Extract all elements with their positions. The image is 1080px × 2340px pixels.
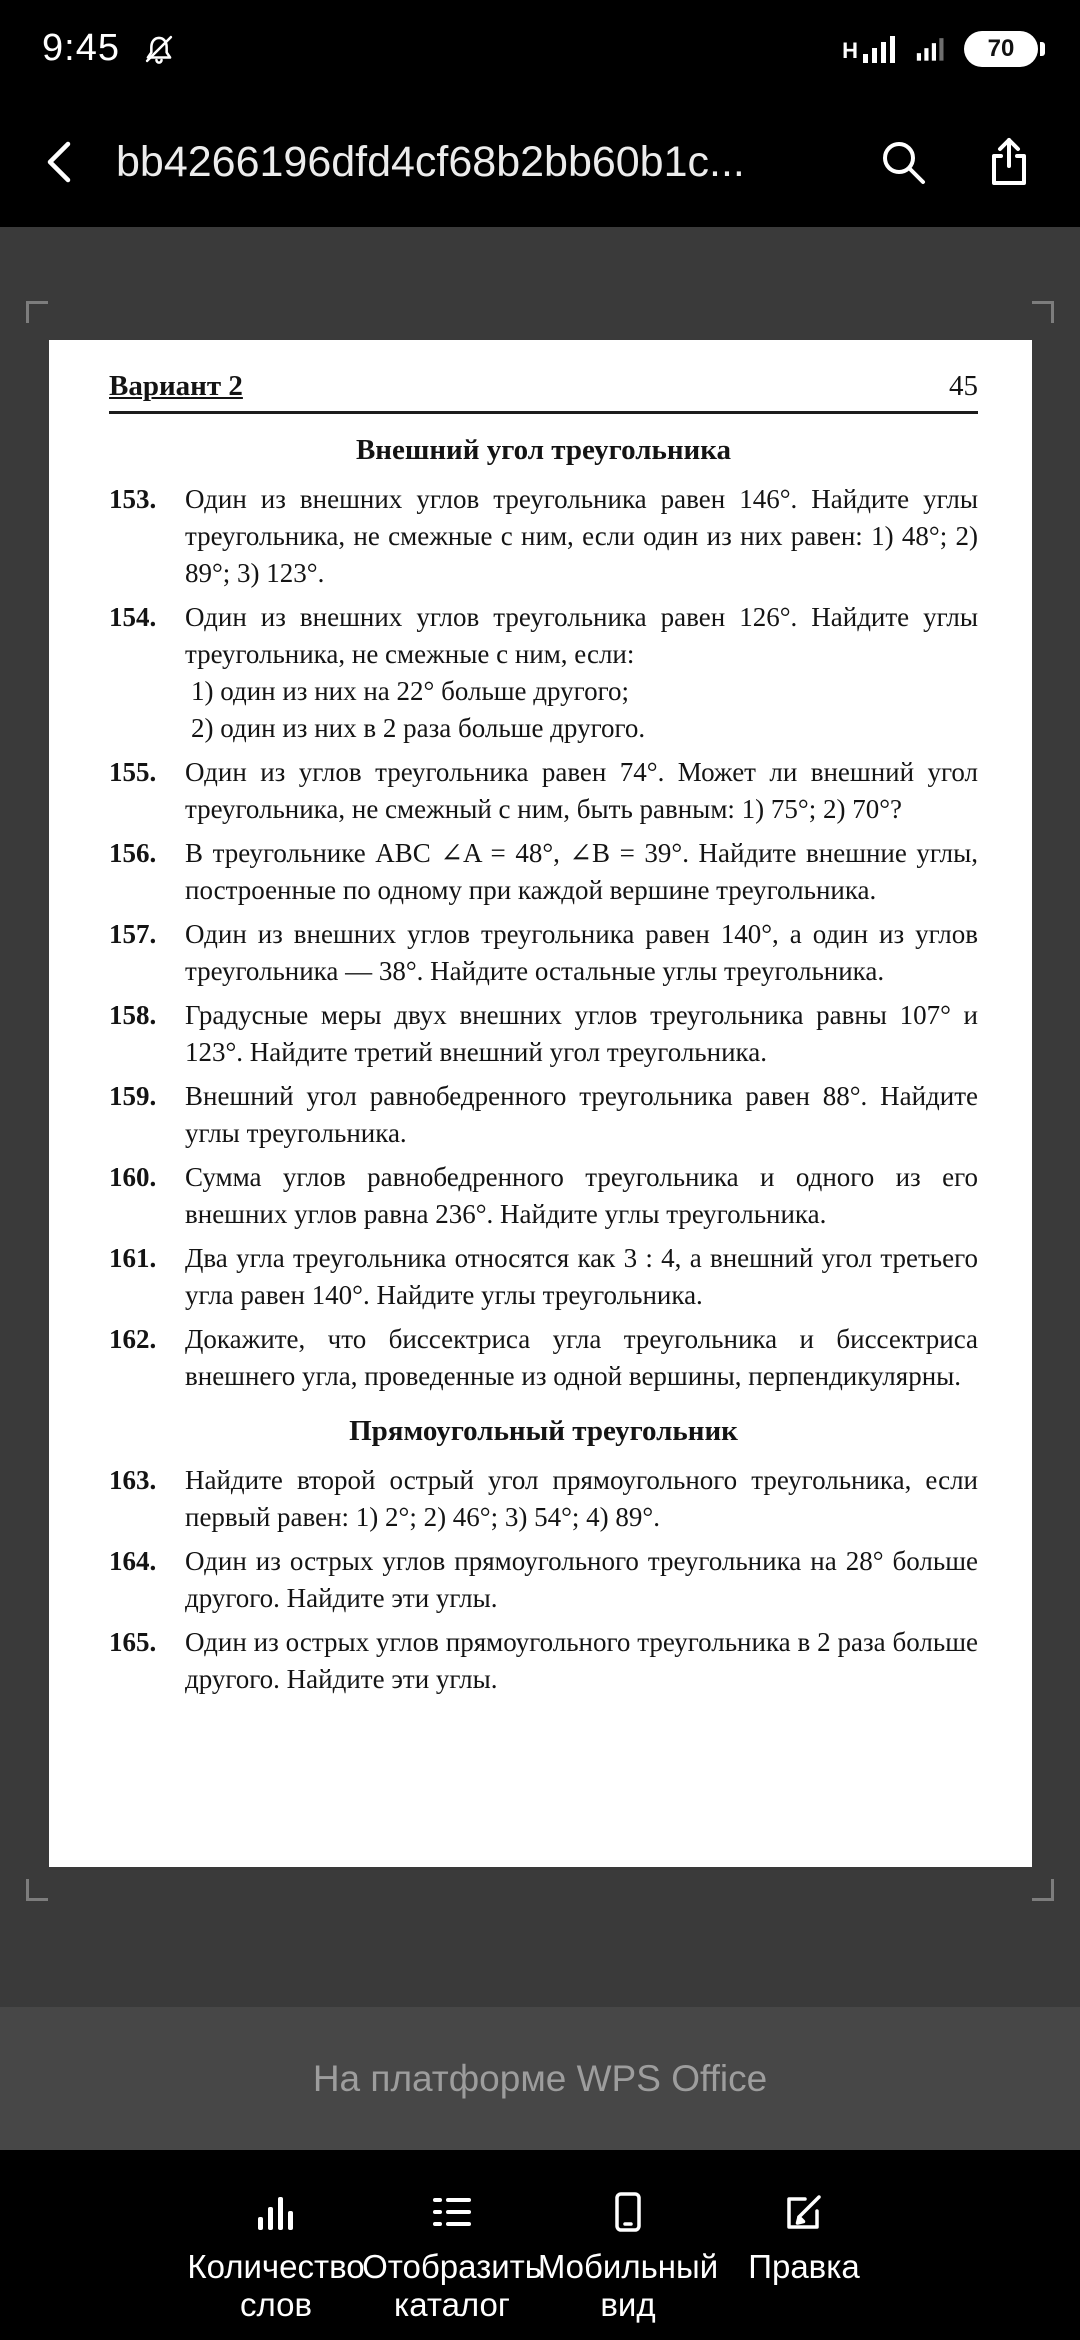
problem-text: Один из внешних углов треугольника равен 146°. Найдите углы треугольника, не смежные с ним, если один из них равен: 1) 48°; 2) 89°; 3) 123°.: [185, 484, 978, 588]
mobile-view-icon: [604, 2188, 652, 2236]
section-title: Прямоугольный треугольник: [349, 1415, 738, 1447]
platform-banner: [0, 2007, 1080, 2150]
problem-162: [109, 1321, 978, 1395]
problem-text: Докажите, что биссектриса угла треугольника и биссектриса внешнего угла, проведенные из одной вершины, перпендикулярны.: [185, 1324, 978, 1391]
edit-icon: [780, 2188, 828, 2236]
problem-159: [109, 1078, 978, 1152]
problem-157: [109, 916, 978, 990]
tool-label: Отобразить каталог: [362, 2248, 542, 2323]
search-button[interactable]: [876, 135, 930, 189]
problem-text: Найдите второй острый угол прямоугольного треугольника, если первый равен: 1) 2°; 2) 46°; 3) 54°; 4) 89°.: [185, 1465, 978, 1532]
edit-button[interactable]: [716, 2188, 892, 2286]
problem-161: [109, 1240, 978, 1314]
page-number: 45: [949, 370, 978, 402]
platform-text: На платформе WPS Office: [312, 2057, 768, 2099]
share-icon: [984, 136, 1034, 188]
problem-number: 157.: [109, 919, 157, 949]
status-bar: [0, 0, 1080, 97]
problem-text: Один из внешних углов треугольника равен 140°, а один из углов треугольника — 38°. Найдите остальные углы треугольника.: [185, 919, 978, 986]
problem-text: Один из острых углов прямоугольного треугольника в 2 раза больше другого. Найдите эти углы.: [185, 1627, 978, 1694]
page-corner-mark: [1032, 301, 1054, 323]
problem-number: 160.: [109, 1162, 157, 1192]
page-header: [109, 370, 978, 414]
show-catalog-button[interactable]: [364, 2188, 540, 2324]
network-cluster: [842, 34, 898, 64]
problem-160: [109, 1159, 978, 1233]
status-right: [842, 31, 1038, 67]
problem-165: [109, 1624, 978, 1698]
word-count-icon: [252, 2188, 300, 2236]
problem-text: [185, 599, 978, 747]
page-corner-mark: [1032, 1879, 1054, 1901]
problem-text: Сумма углов равнобедренного треугольника и одного из его внешних углов равна 236°. Найдите углы треугольника.: [185, 1162, 978, 1229]
problem-155: [109, 754, 978, 828]
problem-number: 158.: [109, 1000, 157, 1030]
page-corner-mark: [26, 1879, 48, 1901]
word-count-button[interactable]: [188, 2188, 364, 2324]
problem-number: 159.: [109, 1081, 157, 1111]
problem-text: Один из острых углов прямоугольного треугольника на 28° больше другого. Найдите эти углы.: [185, 1546, 978, 1613]
back-button[interactable]: [34, 134, 90, 190]
problem-subitem: 1) один из них на 22° больше другого;: [191, 676, 629, 706]
status-left: [42, 27, 176, 70]
mobile-view-button[interactable]: [537, 2188, 719, 2324]
nav-actions: [876, 135, 1036, 189]
problem-number: 161.: [109, 1243, 157, 1273]
problem-156: [109, 835, 978, 909]
tool-label: Количество слов: [187, 2248, 365, 2323]
signal-icon-2: [916, 36, 946, 62]
problem-text: Градусные меры двух внешних углов треугольника равны 107° и 123°. Найдите третий внешний угол треугольника.: [185, 1000, 978, 1067]
problem-153: [109, 481, 978, 592]
bottom-toolbar: [0, 2150, 1080, 2340]
problem-154: [109, 599, 978, 747]
signal-icon-1: [862, 34, 898, 64]
share-button[interactable]: [982, 135, 1036, 189]
section-title: Внешний угол треугольника: [355, 434, 732, 466]
problem-163: [109, 1462, 978, 1536]
app-nav-bar: [0, 97, 1080, 227]
problem-text: Один из углов треугольника равен 74°. Может ли внешний угол треугольника, не смежный с ним, быть равным: 1) 75°; 2) 70°?: [185, 757, 978, 824]
document-page: [49, 340, 1032, 1867]
network-type-label: H: [842, 37, 858, 63]
document-viewport[interactable]: [0, 227, 1080, 2007]
battery-indicator: 70: [964, 31, 1038, 67]
problem-number: 164.: [109, 1546, 157, 1576]
variant-label: Вариант 2: [109, 370, 243, 402]
problem-text: Внешний угол равнобедренного треугольника равен 88°. Найдите углы треугольника.: [185, 1081, 978, 1148]
problem-text: В треугольнике ABC ∠A = 48°, ∠B = 39°. Найдите внешние углы, построенные по одному при каждой вершине треугольника.: [185, 838, 978, 905]
problem-subitem: 2) один из них в 2 раза больше другого.: [191, 713, 646, 743]
problem-number: 156.: [109, 838, 157, 868]
mute-icon: [142, 32, 176, 66]
problem-number: 155.: [109, 757, 157, 787]
catalog-icon: [428, 2188, 476, 2236]
problem-number: 163.: [109, 1465, 157, 1495]
problem-number: 165.: [109, 1627, 157, 1657]
document-title: bb4266196dfd4cf68b2bb60b1c...: [116, 137, 745, 186]
page-corner-mark: [26, 301, 48, 323]
chevron-left-icon: [40, 138, 84, 186]
problem-text-intro: Один из внешних углов треугольника равен 126°. Найдите углы треугольника, не смежные с ним, если:: [185, 602, 978, 669]
problem-164: [109, 1543, 978, 1617]
tool-label: Мобильный вид: [537, 2248, 719, 2323]
search-icon: [878, 137, 928, 187]
problem-number: 153.: [109, 484, 157, 514]
tool-label: Правка: [748, 2248, 860, 2285]
problem-text: Два угла треугольника относятся как 3 : 4, а внешний угол третьего угла равен 140°. Найдите углы треугольника.: [185, 1243, 978, 1310]
problem-158: [109, 997, 978, 1071]
problem-number: 162.: [109, 1324, 157, 1354]
clock: 9:45: [42, 27, 120, 69]
problem-number: 154.: [109, 602, 157, 632]
